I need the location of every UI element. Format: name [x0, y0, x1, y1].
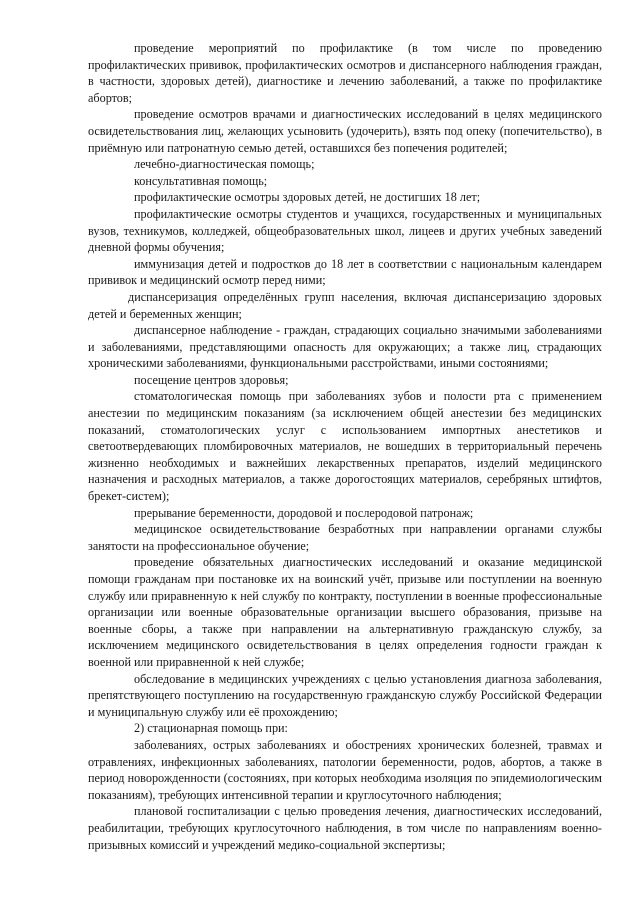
paragraph-children-exams: профилактические осмотры здоровых детей, не достигших 18 лет; [134, 190, 481, 205]
paragraph-unemployed-exam: медицинское освидетельствование безработных при направлении органами службы занятости на профессиональное обучение; [88, 522, 602, 553]
paragraph-pregnancy: прерывание беременности, дородовой и послеродовой патронаж; [134, 505, 474, 520]
paragraph-student-exams: профилактические осмотры студентов и учащихся, государственных и муниципальных вузов, техникумов, колледжей, общеобразовательных школ, лицеев и других учебных заведений дневной формы обучения; [88, 206, 602, 255]
paragraph-consultative-help: консультативная помощь; [134, 173, 268, 188]
paragraph-military-exams: проведение обязательных диагностических исследований и оказание медицинской помощи гражданам при постановке их на воинский учёт, призыве или поступлении на военную службу или приравненную к ней службу по контракту, поступлении в военные профессиональные организации или военные образовательные организации высшего образования, призыве на военные сборы, а также при направлении на альтернативную гражданскую службу, за исключением медицинского освидетельствования в целях определения годности граждан к военной или приравненной к ней службе; [88, 555, 602, 669]
paragraph-adoption-exams: проведение осмотров врачами и диагностических исследований в целях медицинского освидетельствования лиц, желающих усыновить (удочерить), взять под опеку (попечительство), в приёмную или патронатную семью детей, оставшихся без попечения родителей; [88, 107, 602, 155]
paragraph-dental-care: стоматологическая помощь при заболеваниях зубов и полости рта с применением анестезии по медицинским показаниям (за исключением общей анестезии без медицинских показаний, стоматологических услуг с использованием импортных анестетиков и светоотвердевающих пломбировочных материалов, не вошедших в территориальный перечень жизненно необходимых и важнейших лекарственных препаратов, изделий медицинского назначения и расходных материалов, а также дорогостоящих материалов, серебряных штифтов, брекет-систем); [88, 389, 602, 504]
paragraph-civil-service-exam: обследование в медицинских учреждениях с целью установления диагноза заболевания, препятствующего поступлению на государственную гражданскую службу Российской Федерации и муниципальную службу или её прохождению; [88, 671, 602, 719]
paragraph-health-centers: посещение центров здоровья; [134, 372, 289, 387]
document-page [88, 40, 602, 853]
paragraph-immunization: иммунизация детей и подростков до 18 лет в соответствии с национальным календарем прививок и медицинский осмотр перед ними; [88, 256, 602, 288]
paragraph-dispensary-observation: диспансерное наблюдение - граждан, страдающих социально значимыми заболеваниями и заболеваниями, представляющими опасность для окружающих; а также лиц, страдающих хроническими заболеваниями, функциональными расстройствами, иными состояниями; [88, 323, 602, 371]
paragraph-diagnostic-help: лечебно-диагностическая помощь; [134, 157, 315, 172]
paragraph-inpatient-heading: 2) стационарная помощь при: [134, 721, 288, 736]
paragraph-prevention: проведение мероприятий по профилактике (в том числе по проведению профилактических прививок, профилактических осмотров и диспансерного наблюдения граждан, в частности, здоровых детей), диагностике и лечению заболеваний, а также по профилактике абортов; [88, 41, 602, 105]
paragraph-dispensarization: диспансеризация определённых групп населения, включая диспансеризацию здоровых детей и беременных женщин; [88, 289, 602, 321]
paragraph-inpatient-diseases: заболеваниях, острых заболеваниях и обострениях хронических болезней, травмах и отравлениях, инфекционных заболеваниях, патологии беременности, родов, абортов, а также в период новорожденности (состояниях, при которых необходима изоляция по эпидемиологическим показаниям), требующих интенсивной терапии и круглосуточного наблюдения; [88, 737, 602, 802]
paragraph-planned-hospitalization: плановой госпитализации с целью проведения лечения, диагностических исследований, реабилитации, требующих круглосуточного наблюдения, в том числе по направлениям военно-призывных комиссий и учреждений медико-социальной экспертизы; [88, 804, 602, 852]
